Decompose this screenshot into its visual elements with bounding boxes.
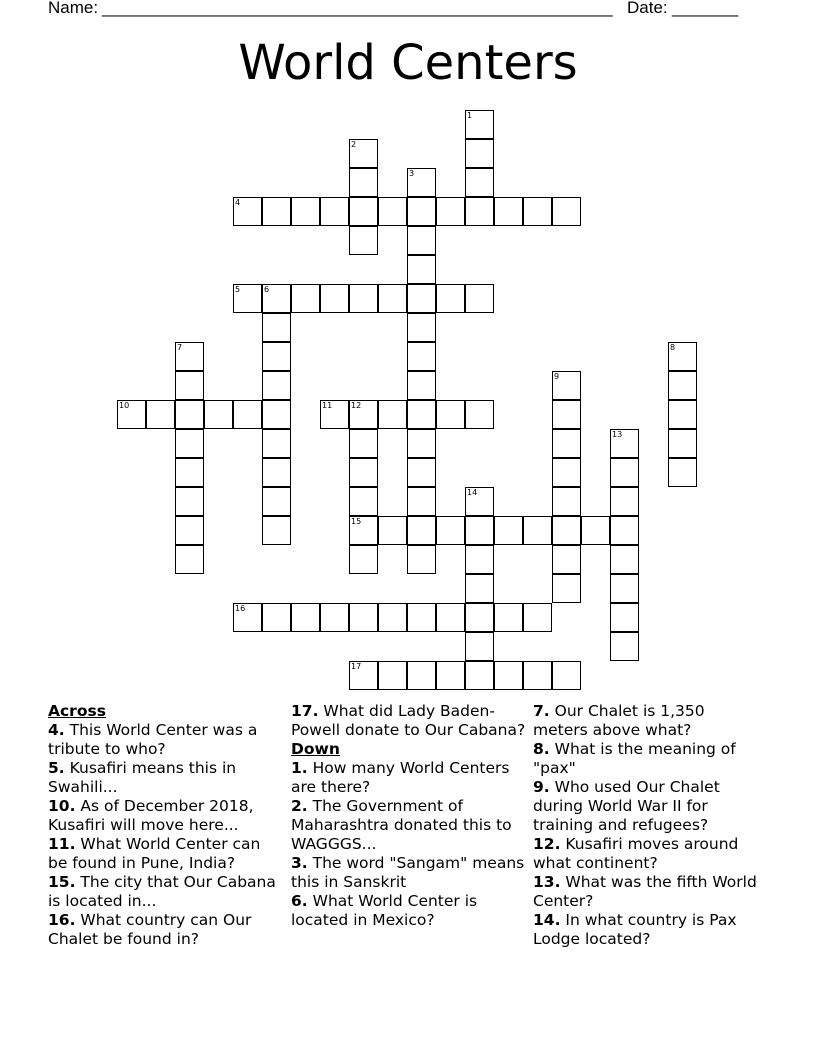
crossword-cell[interactable] [262, 371, 291, 400]
crossword-cell[interactable] [407, 429, 436, 458]
crossword-cell[interactable] [175, 400, 204, 429]
crossword-cell[interactable] [262, 197, 291, 226]
clue-number: 12 [351, 401, 362, 410]
crossword-cell[interactable] [407, 545, 436, 574]
crossword-cell[interactable] [407, 487, 436, 516]
crossword-cell[interactable] [436, 661, 465, 690]
crossword-cell[interactable] [204, 400, 233, 429]
clue-number: 5 [235, 285, 241, 294]
crossword-cell[interactable] [610, 632, 639, 661]
crossword-cell[interactable] [349, 168, 378, 197]
crossword-cell[interactable] [233, 400, 262, 429]
clue-across-17: 17. What did Lady Baden-Powell donate to Our Cabana? [291, 702, 526, 739]
crossword-cell[interactable] [291, 603, 320, 632]
crossword-cell[interactable] [552, 487, 581, 516]
crossword-cell[interactable] [378, 603, 407, 632]
crossword-cell[interactable] [465, 632, 494, 661]
crossword-cell[interactable] [175, 516, 204, 545]
clue-number: 4 [235, 198, 241, 207]
crossword-cell[interactable] [436, 284, 465, 313]
clue-down-1: 1. How many World Centers are there? [291, 759, 510, 796]
crossword-cell[interactable] [349, 603, 378, 632]
crossword-cell[interactable] [320, 284, 349, 313]
clue-number: 1 [467, 111, 473, 120]
clue-number: 10 [119, 401, 130, 410]
clue-across-10: 10. As of December 2018, Kusafiri will move here... [48, 797, 254, 834]
crossword-cell[interactable] [378, 661, 407, 690]
clues-column-2 [291, 702, 527, 930]
clue-down-12: 12. Kusafiri moves around what continent? [533, 835, 739, 872]
crossword-cell[interactable] [610, 603, 639, 632]
crossword-cell[interactable] [610, 458, 639, 487]
crossword-cell[interactable] [436, 400, 465, 429]
crossword-cell[interactable] [262, 458, 291, 487]
crossword-cell[interactable] [465, 661, 494, 690]
crossword-cell[interactable] [407, 226, 436, 255]
crossword-cell[interactable] [465, 168, 494, 197]
crossword-cell[interactable] [320, 197, 349, 226]
clue-down-2: 2. The Government of Maharashtra donated this to WAGGGS... [291, 797, 512, 853]
clue-number: 3 [409, 169, 415, 178]
crossword-cell[interactable] [407, 400, 436, 429]
clue-across-15: 15. The city that Our Cabana is located in... [48, 873, 276, 910]
name-label: Name: [48, 0, 99, 17]
crossword-cell[interactable] [146, 400, 175, 429]
crossword-cell[interactable] [349, 197, 378, 226]
crossword-cell[interactable] [552, 516, 581, 545]
clue-number: 8 [670, 343, 676, 352]
clue-number: 7 [177, 343, 183, 352]
crossword-cell[interactable] [407, 197, 436, 226]
clue-number: 16 [235, 604, 246, 613]
crossword-cell[interactable] [320, 603, 349, 632]
crossword-cell[interactable] [407, 284, 436, 313]
crossword-cell[interactable] [552, 197, 581, 226]
crossword-cell[interactable] [465, 197, 494, 226]
crossword-cell[interactable] [349, 458, 378, 487]
crossword-cell[interactable] [436, 516, 465, 545]
crossword-cell[interactable] [494, 516, 523, 545]
crossword-cell[interactable] [291, 197, 320, 226]
crossword-cell[interactable] [175, 429, 204, 458]
crossword-cell[interactable] [465, 603, 494, 632]
crossword-cell[interactable] [407, 313, 436, 342]
clue-across-11: 11. What World Center can be found in Pune, India? [48, 835, 261, 872]
clue-down-9: 9. Who used Our Chalet during World War II for training and refugees? [533, 778, 720, 834]
crossword-cell[interactable] [407, 371, 436, 400]
crossword-cell[interactable] [407, 342, 436, 371]
crossword-cell[interactable] [262, 603, 291, 632]
crossword-cell[interactable] [552, 574, 581, 603]
crossword-cell[interactable] [349, 545, 378, 574]
clue-down-13: 13. What was the fifth World Center? [533, 873, 757, 910]
crossword-cell[interactable] [175, 458, 204, 487]
crossword-cell[interactable] [610, 574, 639, 603]
crossword-cell[interactable] [378, 284, 407, 313]
clue-down-14: 14. In what country is Pax Lodge located? [533, 911, 737, 948]
clue-down-7: 7. Our Chalet is 1,350 meters above what? [533, 702, 705, 739]
clue-number: 9 [554, 372, 560, 381]
crossword-cell[interactable] [523, 197, 552, 226]
clue-across-16: 16. What country can Our Chalet be found in? [48, 911, 252, 948]
crossword-cell[interactable] [465, 545, 494, 574]
crossword-cell[interactable] [465, 574, 494, 603]
crossword-cell[interactable] [262, 400, 291, 429]
clue-number: 6 [264, 285, 270, 294]
clue-number: 11 [322, 401, 333, 410]
clue-down-6: 6. What World Center is located in Mexico? [291, 892, 478, 929]
clue-number: 15 [351, 517, 362, 526]
crossword-cell[interactable] [465, 516, 494, 545]
crossword-cell[interactable] [523, 661, 552, 690]
crossword-cell[interactable] [407, 603, 436, 632]
crossword-cell[interactable] [610, 545, 639, 574]
crossword-cell[interactable] [349, 226, 378, 255]
crossword-cell[interactable] [465, 139, 494, 168]
crossword-cell[interactable] [552, 429, 581, 458]
crossword-cell[interactable] [175, 371, 204, 400]
crossword-cell[interactable] [175, 545, 204, 574]
down-heading: Down [291, 740, 340, 758]
crossword-cell[interactable] [668, 458, 697, 487]
crossword-cell[interactable] [668, 400, 697, 429]
crossword-cell[interactable] [465, 284, 494, 313]
crossword-cell[interactable] [262, 487, 291, 516]
page-title: World Centers [238, 35, 578, 91]
clues-column-3 [533, 702, 763, 949]
crossword-cell[interactable] [262, 342, 291, 371]
crossword-cell[interactable] [407, 255, 436, 284]
name-blank[interactable]: ______________________________________________________ [102, 0, 613, 17]
date-label: Date: [627, 0, 668, 17]
crossword-cell[interactable] [668, 429, 697, 458]
crossword-cell[interactable] [668, 371, 697, 400]
crossword-cell[interactable] [552, 661, 581, 690]
crossword-cell[interactable] [378, 197, 407, 226]
clue-across-5: 5. Kusafiri means this in Swahili... [48, 759, 237, 796]
crossword-cell[interactable] [552, 400, 581, 429]
across-heading: Across [48, 702, 106, 720]
date-blank[interactable]: _______ [672, 0, 739, 17]
clues-column-1 [48, 702, 278, 949]
crossword-cell[interactable] [378, 516, 407, 545]
crossword-cell[interactable] [494, 197, 523, 226]
crossword-cell[interactable] [349, 284, 378, 313]
clue-number: 2 [351, 140, 357, 149]
crossword-cell[interactable] [610, 516, 639, 545]
crossword-cell[interactable] [262, 429, 291, 458]
crossword-cell[interactable] [378, 400, 407, 429]
clue-number: 14 [467, 488, 478, 497]
crossword-cell[interactable] [494, 661, 523, 690]
crossword-cell[interactable] [552, 545, 581, 574]
crossword-cell[interactable] [610, 487, 639, 516]
crossword-cell[interactable] [175, 487, 204, 516]
crossword-cell[interactable] [349, 429, 378, 458]
clue-across-4: 4. This World Center was a tribute to who? [48, 721, 258, 758]
crossword-cell[interactable] [581, 516, 610, 545]
crossword-cell[interactable] [465, 400, 494, 429]
crossword-cell[interactable] [436, 603, 465, 632]
crossword-cell[interactable] [407, 458, 436, 487]
crossword-cell[interactable] [407, 516, 436, 545]
crossword-cell[interactable] [552, 458, 581, 487]
crossword-cell[interactable] [407, 661, 436, 690]
crossword-cell[interactable] [349, 487, 378, 516]
clue-number: 17 [351, 662, 362, 671]
crossword-cell[interactable] [291, 284, 320, 313]
crossword-cell[interactable] [436, 197, 465, 226]
crossword-cell[interactable] [262, 516, 291, 545]
crossword-cell[interactable] [494, 603, 523, 632]
clue-number: 13 [612, 430, 623, 439]
clue-down-8: 8. What is the meaning of "pax" [533, 740, 736, 777]
clue-down-3: 3. The word "Sangam" means this in Sanskrit [291, 854, 525, 891]
crossword-cell[interactable] [262, 313, 291, 342]
crossword-cell[interactable] [523, 603, 552, 632]
crossword-cell[interactable] [523, 516, 552, 545]
